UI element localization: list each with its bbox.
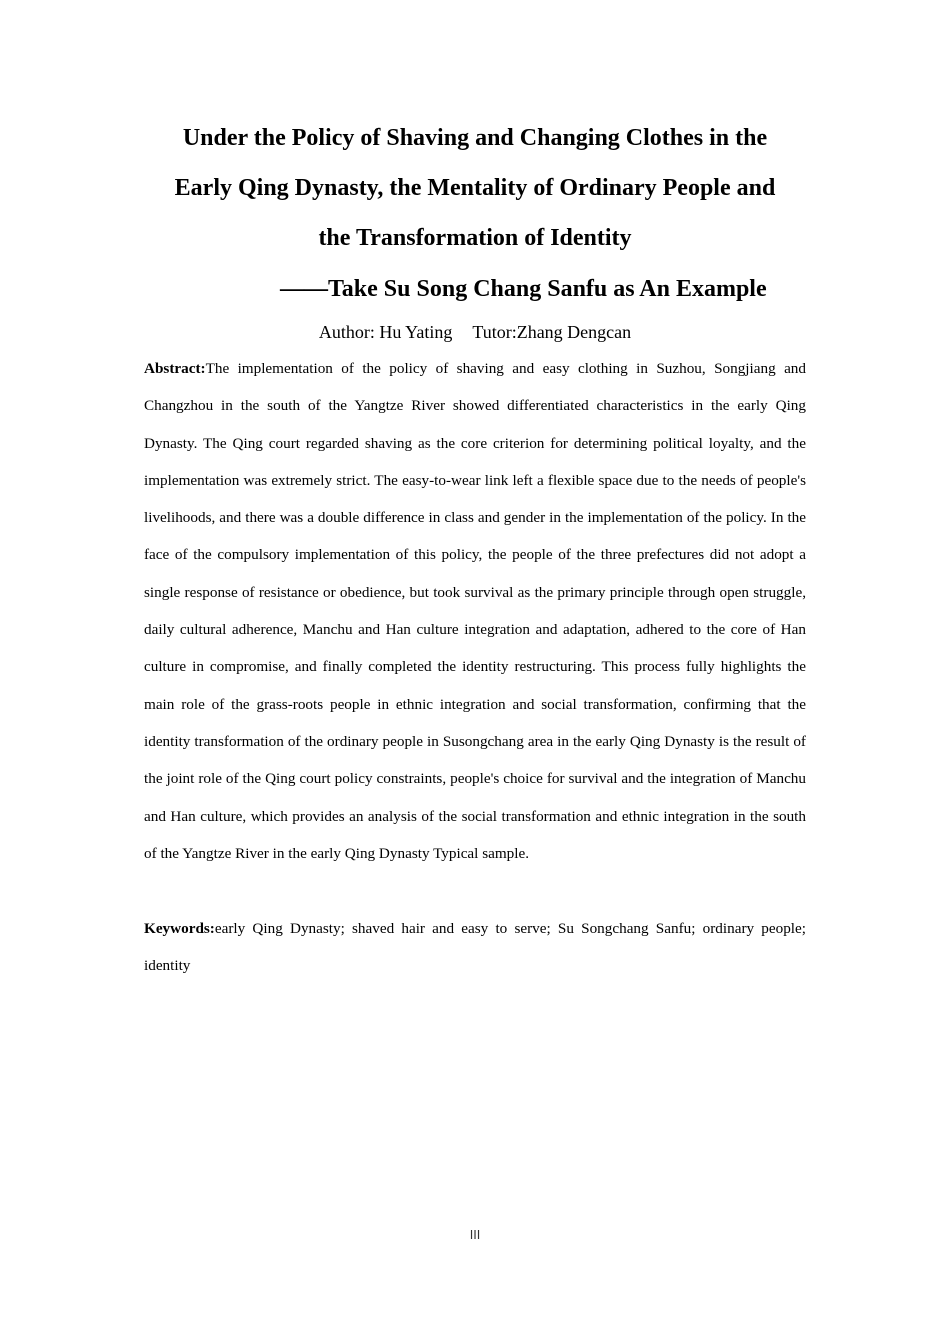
paper-subtitle: ——Take Su Song Chang Sanfu as An Example	[280, 276, 767, 302]
byline	[0, 318, 950, 346]
paper-title	[130, 113, 820, 263]
author-name: Author: Hu Yating	[318, 322, 453, 342]
tutor-name: Tutor:Zhang Dengcan	[472, 322, 632, 342]
abstract-text: The implementation of the policy of shaving and easy clothing in Suzhou, Songjiang and Changzhou in the south of the Yangtze River showed differentiated characteristics in the early Qing Dynasty. The Qing court regarded shaving as the core criterion for determining political loyalty, and the implementation was extremely strict. The easy-to-wear link left a flexible space due to the needs of people's livelihoods, and there was a double difference in class and gender in the implementation of the policy. In the face of the compulsory implementation of this policy, the people of the three prefectures did not adopt a single response of resistance or obedience, but took survival as the primary principle through open struggle, daily cultural adherence, Manchu and Han culture integration and adaptation, adhered to the core of Han culture in compromise, and finally completed the identity restructuring. This process fully highlights the main role of the grass-roots people in ethnic integration and social transformation, confirming that the identity transformation of the ordinary people in Susongchang area in the early Qing Dynasty is the result of the joint role of the Qing court policy constraints, people's choice for survival and the integration of Manchu and Han culture, which provides an analysis of the social transformation and ethnic integration in the south of the Yangtze River in the early Qing Dynasty Typical sample.	[144, 360, 806, 862]
title-line-1: Under the Policy of Shaving and Changing Clothes in the	[182, 125, 768, 151]
keywords-paragraph	[144, 910, 806, 985]
keywords-text: early Qing Dynasty; shaved hair and easy to serve; Su Songchang Sanfu; ordinary people; identity	[144, 920, 806, 975]
keywords-label: Keywords:	[144, 920, 215, 937]
title-line-2: Early Qing Dynasty, the Mentality of Ordinary People and	[174, 175, 776, 201]
title-line-3: the Transformation of Identity	[318, 225, 632, 251]
abstract-paragraph	[144, 350, 806, 872]
page-number: III	[469, 1228, 481, 1242]
abstract-label: Abstract:	[144, 360, 206, 377]
